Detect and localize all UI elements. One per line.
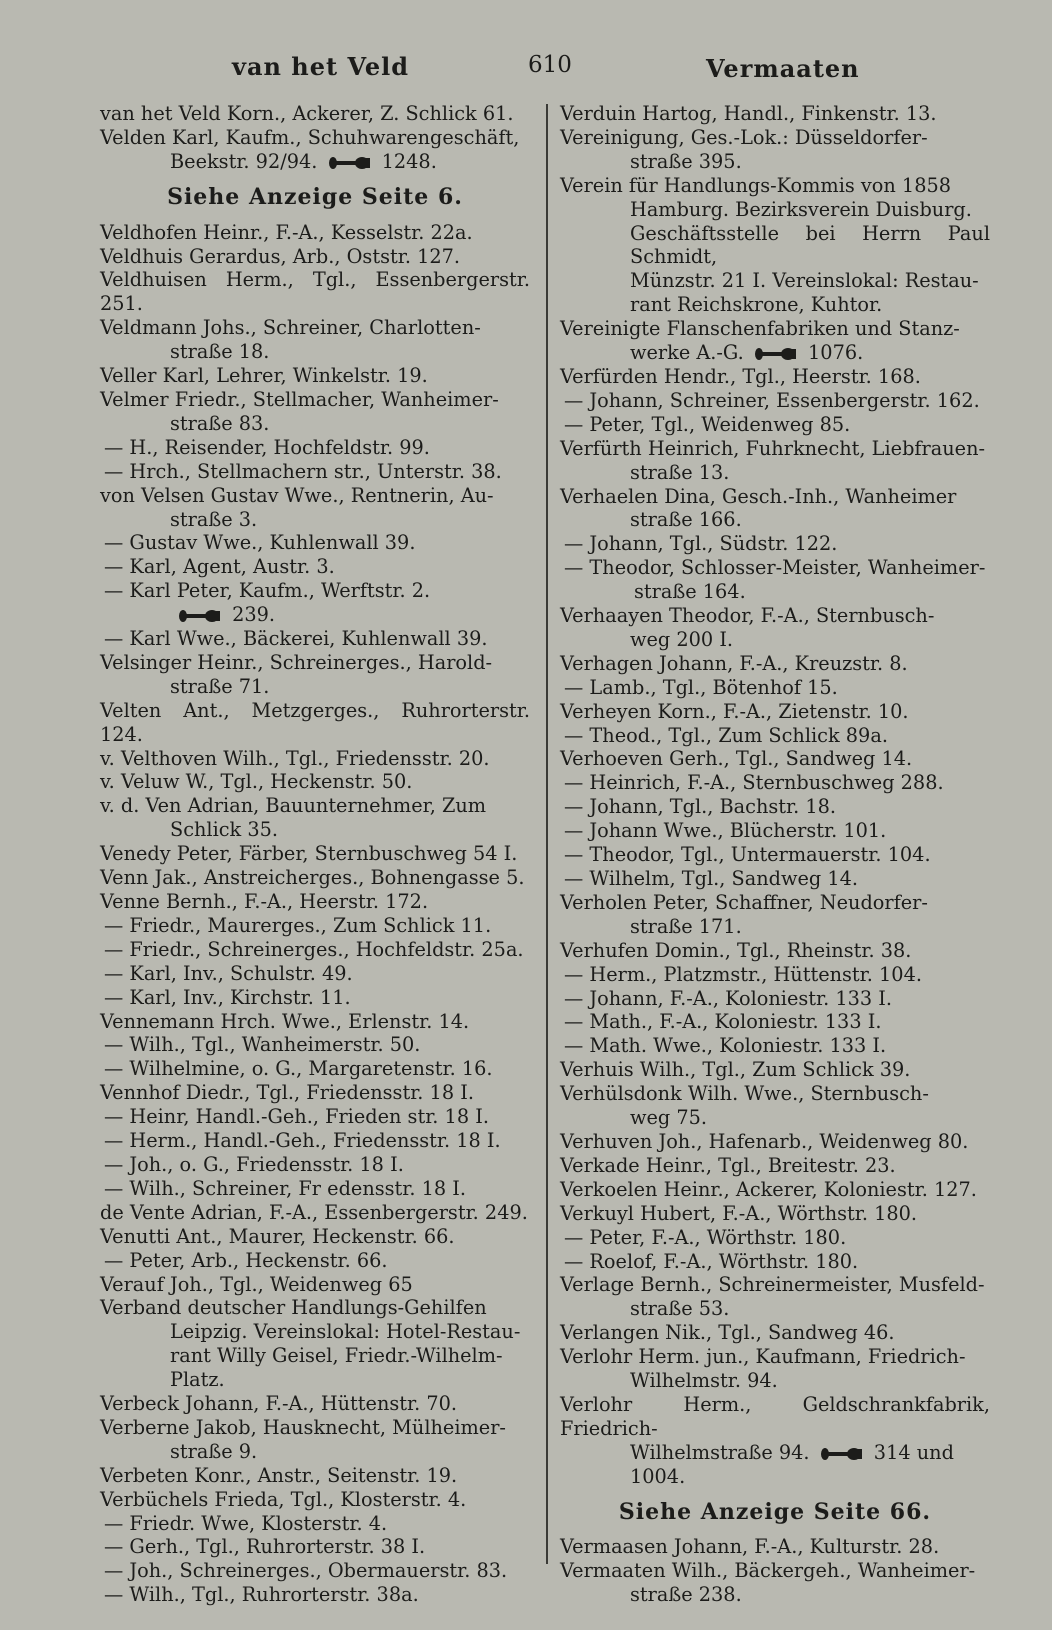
entry-line: Verein für Handlungs-Kommis von 1858	[560, 173, 951, 197]
directory-entry	[560, 413, 990, 437]
directory-entry	[560, 437, 990, 485]
entry-line: — Friedr., Schreinerges., Hochfeldstr. 25a.	[104, 937, 524, 961]
entry-continuation: straße 164.	[634, 580, 746, 604]
directory-entry	[100, 484, 530, 532]
directory-entry	[100, 914, 530, 938]
directory-entry	[100, 268, 530, 316]
entry-line: de Vente Adrian, F.-A., Essenbergerstr. 249.	[100, 1200, 528, 1224]
directory-entry	[100, 1559, 530, 1583]
directory-entry	[560, 1130, 990, 1154]
entry-line: — Heinrich, F.-A., Sternbuschweg 288.	[564, 771, 944, 795]
entry-line: v. Velthoven Wilh., Tgl., Friedensstr. 20.	[100, 746, 490, 770]
entry-continuation: straße 18.	[170, 340, 270, 364]
entry-line: Venn Jak., Anstreicherges., Bohnengasse 5.	[100, 866, 525, 890]
entry-line: — Karl, Inv., Kirchstr. 11.	[104, 985, 351, 1009]
telephone-icon	[328, 155, 372, 171]
entry-line: — Johann Wwe., Blücherstr. 101.	[564, 819, 887, 843]
entry-line: Verauf Joh., Tgl., Weidenweg 65	[100, 1272, 413, 1296]
entry-line: — Theodor, Schlosser-Meister, Wanheimer-	[564, 556, 986, 580]
directory-entry	[560, 963, 990, 987]
directory-entry	[100, 1583, 530, 1607]
directory-entry	[100, 1033, 530, 1057]
entry-continuation: Münzstr. 21 I. Vereinslokal: Restau-	[630, 269, 979, 293]
directory-entry	[100, 1249, 530, 1273]
directory-entry	[560, 1250, 990, 1274]
directory-entry	[560, 1226, 990, 1250]
entry-line: Vermaasen Johann, F.-A., Kulturstr. 28.	[560, 1535, 940, 1559]
entry-line: Verlage Bernh., Schreinermeister, Musfeld-	[560, 1273, 985, 1297]
entry-line: — Hrch., Stellmachern str., Unterstr. 38.	[104, 459, 502, 483]
entry-line: Veldmann Johs., Schreiner, Charlotten-	[100, 316, 481, 340]
entry-line: Verkoelen Heinr., Ackerer, Koloniestr. 127.	[560, 1177, 977, 1201]
entry-line: Verhaayen Theodor, F.-A., Sternbusch-	[560, 604, 935, 628]
entry-continuation: Hamburg. Bezirksverein Duisburg.	[630, 197, 972, 221]
entry-line: Vermaaten Wilh., Bäckergeh., Wanheimer-	[560, 1559, 976, 1583]
directory-entry	[100, 1129, 530, 1153]
entry-line: — Karl Wwe., Bäckerei, Kuhlenwall 39.	[104, 627, 488, 651]
entry-line: Verbeten Konr., Anstr., Seitenstr. 19.	[100, 1463, 458, 1487]
entry-line: — Johann, Tgl., Südstr. 122.	[564, 532, 838, 556]
entry-line: — Peter, F.-A., Wörthstr. 180.	[564, 1225, 847, 1249]
directory-entry	[560, 867, 990, 891]
directory-entry	[100, 1512, 530, 1536]
entry-line: Veldhofen Heinr., F.-A., Kesselstr. 22a.	[100, 220, 473, 244]
directory-entry	[560, 174, 990, 317]
directory-entry	[100, 221, 530, 245]
entry-line: Veller Karl, Lehrer, Winkelstr. 19.	[100, 364, 428, 388]
entry-line: — Lamb., Tgl., Bötenhof 15.	[564, 675, 838, 699]
entry-line: Verfürth Heinrich, Fuhrknecht, Liebfrauen-	[560, 436, 986, 460]
entry-line: — H., Reisender, Hochfeldstr. 99.	[104, 435, 430, 459]
entry-line: Verhagen Johann, F.-A., Kreuzstr. 8.	[560, 651, 908, 675]
directory-entry	[560, 891, 990, 939]
entry-line: — Karl Peter, Kaufm., Werftstr. 2.	[104, 579, 431, 603]
entry-line: — Gustav Wwe., Kuhlenwall 39.	[104, 531, 416, 555]
directory-entry	[560, 1034, 990, 1058]
entry-line: Verhuven Joh., Hafenarb., Weidenweg 80.	[560, 1129, 969, 1153]
entry-line: — Wilh., Tgl., Wanheimerstr. 50.	[104, 1033, 421, 1057]
directory-entry	[100, 770, 530, 794]
entry-line: — Wilh., Schreiner, Fr edensstr. 18 I.	[104, 1176, 467, 1200]
directory-entry	[100, 1296, 530, 1392]
directory-entry	[100, 938, 530, 962]
entry-line: Verband deutscher Handlungs-Gehilfen	[100, 1296, 487, 1320]
page-header	[0, 52, 1052, 86]
directory-entry	[100, 1057, 530, 1081]
entry-continuation: weg 75.	[630, 1106, 708, 1130]
directory-entry	[100, 102, 530, 126]
directory-entry	[560, 485, 990, 533]
directory-entry	[100, 651, 530, 699]
directory-entry	[560, 747, 990, 771]
directory-entry	[100, 794, 530, 842]
entry-line: Verduin Hartog, Handl., Finkenstr. 13.	[560, 102, 937, 125]
directory-entry	[560, 795, 990, 819]
entry-line: — Math. Wwe., Koloniestr. 133 I.	[564, 1034, 887, 1058]
entry-line: Verlohr Herm., Geldschrankfabrik, Friedrich-	[560, 1392, 990, 1440]
directory-entry	[100, 866, 530, 890]
entry-line: — Friedr. Wwe, Klosterstr. 4.	[104, 1511, 388, 1535]
entry-line: — Joh., Schreinerges., Obermauerstr. 83.	[104, 1559, 508, 1583]
directory-entry	[100, 364, 530, 388]
directory-entry	[100, 627, 530, 651]
directory-entry	[560, 532, 990, 556]
directory-entry	[100, 1488, 530, 1512]
entry-line: Velten Ant., Metzgerges., Ruhrorterstr. 124.	[100, 698, 530, 746]
directory-entry	[560, 102, 990, 126]
directory-entry	[560, 1393, 990, 1489]
directory-entry	[100, 1225, 530, 1249]
directory-entry	[100, 747, 530, 771]
directory-entry	[560, 987, 990, 1011]
directory-entry	[560, 126, 990, 174]
entry-continuation: Wilhelmstraße 94. 314 und	[630, 1440, 954, 1464]
directory-entry	[560, 1321, 990, 1345]
entry-line: Verlohr Herm. jun., Kaufmann, Friedrich-	[560, 1345, 966, 1369]
directory-entry	[560, 1273, 990, 1321]
entry-continuation: straße 13.	[630, 460, 730, 484]
column-divider	[546, 104, 548, 1564]
directory-entry	[100, 1081, 530, 1105]
directory-entry	[560, 939, 990, 963]
entry-line: Verhülsdonk Wilh. Wwe., Sternbusch-	[560, 1082, 929, 1106]
directory-entry	[560, 1010, 990, 1034]
entry-line: Verkuyl Hubert, F.-A., Wörthstr. 180.	[560, 1201, 918, 1225]
advertisement-notice: Siehe Anzeige Seite 66.	[618, 1498, 932, 1525]
directory-entry	[100, 531, 530, 555]
directory-entry	[560, 676, 990, 700]
entry-continuation: Schlick 35.	[170, 818, 279, 842]
entry-line: — Joh., o. G., Friedensstr. 18 I.	[104, 1152, 404, 1176]
entry-continuation: straße 395.	[630, 149, 742, 173]
directory-entry	[100, 1273, 530, 1297]
entry-continuation: 239.	[104, 603, 530, 627]
directory-entry	[560, 1345, 990, 1393]
directory-entry	[560, 389, 990, 413]
directory-entry	[100, 890, 530, 914]
directory-entry	[100, 699, 530, 747]
directory-entry	[100, 1464, 530, 1488]
entry-continuation: straße 83.	[170, 411, 270, 435]
entry-continuation: rant Willy Geisel, Friedr.-Wilhelm-	[170, 1344, 503, 1368]
entry-line: Verfürden Hendr., Tgl., Heerstr. 168.	[560, 364, 921, 388]
entry-continuation: straße 166.	[630, 508, 742, 532]
entry-line: Verhufen Domin., Tgl., Rheinstr. 38.	[560, 938, 912, 962]
entry-continuation: straße 171.	[630, 914, 742, 938]
entry-line: — Roelof, F.-A., Wörthstr. 180.	[564, 1249, 859, 1273]
entry-line: — Friedr., Maurerges., Zum Schlick 11.	[104, 913, 492, 937]
directory-entry	[100, 986, 530, 1010]
directory-entry	[100, 1010, 530, 1034]
entry-line: — Karl, Agent, Austr. 3.	[104, 555, 335, 579]
page-number: 610	[528, 52, 572, 78]
entry-line: Verlangen Nik., Tgl., Sandweg 46.	[560, 1321, 895, 1345]
directory-entry	[560, 556, 990, 604]
directory-entry	[100, 388, 530, 436]
entry-continuation: straße 71.	[170, 674, 270, 698]
entry-line: — Wilh., Tgl., Ruhrorterstr. 38a.	[104, 1583, 419, 1607]
directory-entry	[100, 126, 530, 174]
directory-entry	[100, 460, 530, 484]
entry-line: — Karl, Inv., Schulstr. 49.	[104, 961, 353, 985]
entry-line: Verheyen Korn., F.-A., Zietenstr. 10.	[560, 699, 909, 723]
directory-entry	[560, 1154, 990, 1178]
entry-line: — Peter, Tgl., Weidenweg 85.	[564, 412, 851, 436]
entry-line: — Heinr, Handl.-Geh., Frieden str. 18 I.	[104, 1105, 489, 1129]
directory-entry	[560, 1058, 990, 1082]
directory-entry	[560, 1559, 990, 1607]
entry-line: Verholen Peter, Schaffner, Neudorfer-	[560, 890, 928, 914]
directory-entry	[100, 245, 530, 269]
entry-line: — Johann, F.-A., Koloniestr. 133 I.	[564, 986, 893, 1010]
directory-entry	[560, 1082, 990, 1130]
entry-line: Venutti Ant., Maurer, Heckenstr. 66.	[100, 1224, 455, 1248]
entry-continuation: straße 238.	[630, 1583, 742, 1607]
directory-entry	[560, 652, 990, 676]
entry-line: v. Veluw W., Tgl., Heckenstr. 50.	[100, 770, 413, 794]
entry-line: Vennemann Hrch. Wwe., Erlenstr. 14.	[100, 1009, 470, 1033]
entry-continuation: straße 53.	[630, 1297, 730, 1321]
directory-entry	[100, 579, 530, 627]
entry-line: Verkade Heinr., Tgl., Breitestr. 23.	[560, 1153, 896, 1177]
directory-entry	[560, 724, 990, 748]
right-column	[560, 102, 990, 1607]
directory-entry	[100, 1105, 530, 1129]
entry-line: Venne Bernh., F.-A., Heerstr. 172.	[100, 890, 429, 913]
entry-line: Velsinger Heinr., Schreinerges., Harold-	[100, 650, 493, 674]
entry-continuation: straße 3.	[170, 507, 258, 531]
directory-entry	[100, 1201, 530, 1225]
entry-line: v. d. Ven Adrian, Bauunternehmer, Zum	[100, 794, 487, 818]
entry-continuation: rant Reichskrone, Kuhtor.	[630, 293, 883, 317]
entry-line: — Johann, Schreiner, Essenbergerstr. 162.	[564, 388, 980, 412]
directory-entry	[100, 1416, 530, 1464]
directory-entry	[100, 1177, 530, 1201]
entry-line: — Gerh., Tgl., Ruhrorterstr. 38 I.	[104, 1535, 426, 1559]
directory-entry	[560, 819, 990, 843]
entry-line: — Herm., Handl.-Geh., Friedensstr. 18 I.	[104, 1129, 501, 1153]
directory-entry	[560, 1202, 990, 1226]
entry-line: Veldhuisen Herm., Tgl., Essenbergerstr. 251.	[100, 268, 530, 316]
entry-line: Verhaelen Dina, Gesch.-Inh., Wanheimer	[560, 484, 957, 508]
entry-line: Vennhof Diedr., Tgl., Friedensstr. 18 I.	[100, 1081, 474, 1105]
directory-entry	[100, 436, 530, 460]
entry-line: Veldhuis Gerardus, Arb., Oststr. 127.	[100, 244, 461, 268]
header-last-name: Vermaaten	[706, 54, 860, 83]
entry-continuation: weg 200 I.	[630, 627, 734, 651]
entry-line: — Theod., Tgl., Zum Schlick 89a.	[564, 723, 888, 747]
entry-line: von Velsen Gustav Wwe., Rentnerin, Au-	[100, 483, 494, 507]
entry-continuation: Platz.	[170, 1368, 225, 1392]
directory-entry	[100, 316, 530, 364]
directory-entry	[100, 962, 530, 986]
entry-continuation: 1004.	[630, 1464, 686, 1488]
telephone-icon	[754, 346, 798, 362]
entry-line: — Johann, Tgl., Bachstr. 18.	[564, 795, 837, 819]
entry-line: — Theodor, Tgl., Untermauerstr. 104.	[564, 843, 931, 867]
entry-continuation: Leipzig. Vereinslokal: Hotel-Restau-	[170, 1320, 521, 1344]
entry-line: Velden Karl, Kaufm., Schuhwarengeschäft,	[100, 125, 520, 149]
directory-entry	[560, 700, 990, 724]
directory-entry	[560, 843, 990, 867]
entry-line: — Herm., Platzmstr., Hüttenstr. 104.	[564, 962, 922, 986]
entry-line: van het Veld Korn., Ackerer, Z. Schlick 61.	[100, 102, 514, 125]
directory-entry	[100, 1535, 530, 1559]
entry-line: Velmer Friedr., Stellmacher, Wanheimer-	[100, 387, 499, 411]
directory-entry	[100, 1153, 530, 1177]
entry-line: Verbüchels Frieda, Tgl., Klosterstr. 4.	[100, 1487, 467, 1511]
directory-entry	[560, 317, 990, 365]
entry-line: Verhoeven Gerh., Tgl., Sandweg 14.	[560, 747, 913, 771]
entry-line: — Wilhelmine, o. G., Margaretenstr. 16.	[104, 1057, 493, 1081]
entry-continuation: Geschäftsstelle bei Herrn Paul Schmidt,	[630, 221, 990, 269]
entry-line: Vereinigung, Ges.-Lok.: Düsseldorfer-	[560, 125, 928, 149]
entry-line: — Wilhelm, Tgl., Sandweg 14.	[564, 867, 859, 890]
entry-continuation: Beekstr. 92/94. 1248.	[170, 149, 437, 173]
directory-entry	[560, 604, 990, 652]
directory-entry	[560, 365, 990, 389]
entry-line: Verbeck Johann, F.-A., Hüttenstr. 70.	[100, 1392, 458, 1416]
directory-entry	[560, 1535, 990, 1559]
directory-entry	[100, 1392, 530, 1416]
directory-entry	[100, 555, 530, 579]
entry-continuation: straße 9.	[170, 1439, 258, 1463]
left-column	[100, 102, 530, 1607]
telephone-icon	[820, 1446, 864, 1462]
directory-entry	[100, 842, 530, 866]
entry-continuation: Wilhelmstr. 94.	[630, 1369, 778, 1393]
directory-entry	[560, 1178, 990, 1202]
header-first-name: van het Veld	[232, 52, 410, 81]
entry-line: Vereinigte Flanschenfabriken und Stanz-	[560, 317, 960, 341]
entry-line: — Peter, Arb., Heckenstr. 66.	[104, 1248, 388, 1272]
telephone-icon	[178, 608, 222, 624]
advertisement-notice: Siehe Anzeige Seite 6.	[167, 183, 463, 210]
entry-line: — Math., F.-A., Koloniestr. 133 I.	[564, 1010, 882, 1034]
entry-line: Verhuis Wilh., Tgl., Zum Schlick 39.	[560, 1058, 911, 1082]
entry-line: Venedy Peter, Färber, Sternbuschweg 54 I.	[100, 842, 518, 866]
entry-line: Verberne Jakob, Hausknecht, Mülheimer-	[100, 1415, 506, 1439]
directory-entry	[560, 771, 990, 795]
entry-continuation: werke A.-G. 1076.	[630, 341, 864, 365]
